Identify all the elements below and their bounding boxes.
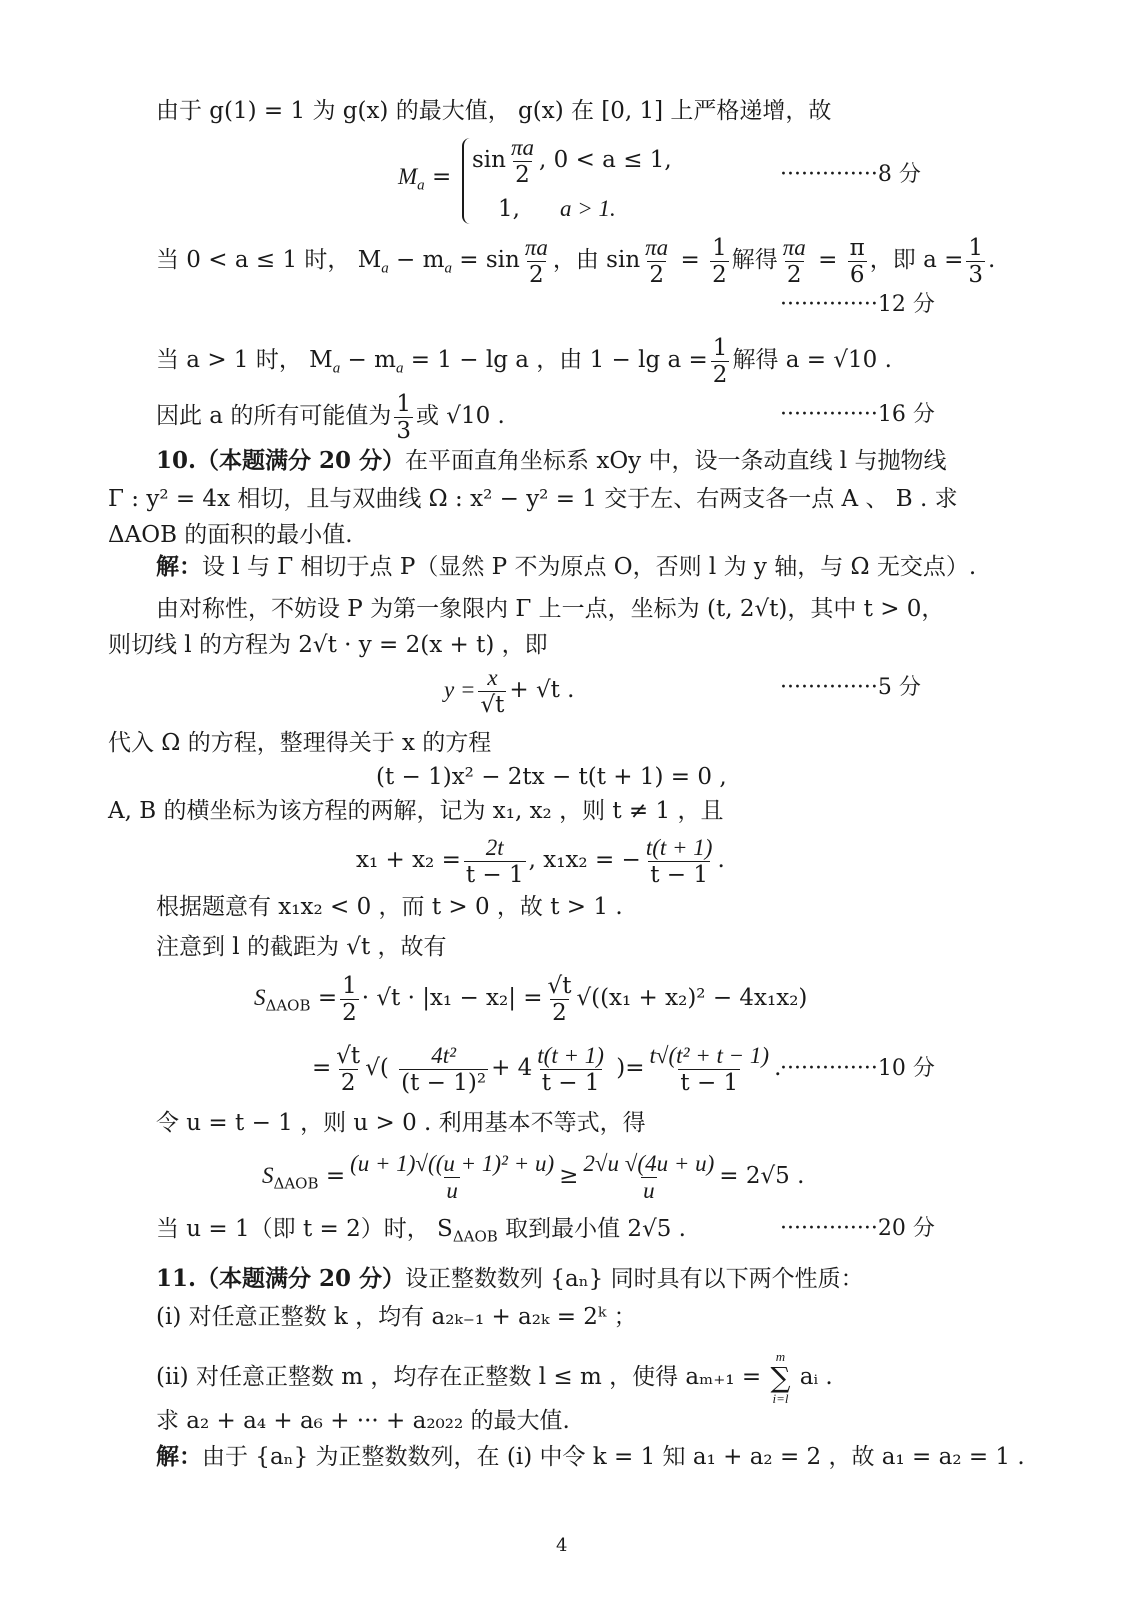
- q11-line-1: 11.（本题满分 20 分）设正整数数列 {aₙ} 同时具有以下两个性质：: [156, 1265, 864, 1292]
- sol10-line-1: 解：设 l 与 Γ 相切于点 P（显然 P 不为原点 O，否则 l 为 y 轴，与 Ω 无交点）.: [156, 553, 977, 580]
- ma-case-2: 1, a > 1.: [498, 196, 616, 222]
- q11-property-i: (i) 对任意正整数 k ，均有 a₂ₖ₋₁ + a₂ₖ = 2ᵏ ；: [156, 1304, 637, 1330]
- tangent-equation: y = $\frac{x}{√t}$ + √t .: [444, 664, 575, 718]
- q10-line-1: 10.（本题满分 20 分）在平面直角坐标系 xOy 中，设一条动直线 l 与抛物线: [156, 447, 947, 474]
- line-case-a-le-1: 当 0 < a ≤ 1 时， $M_a - m_a = \sin$ $\frac{\pi a}{2}$ ，由 sin $\frac{\pi a}{2}$ = $\frac{1}{2}$ 解得 $\frac{\pi a}{2}$ = $\frac{\pi}{6}$ ，即 a = $\frac{1}{3}$ .: [156, 234, 996, 288]
- line-conclusion-a: 因此 a 的所有可能值为 $\frac{1}{3}$ 或 √10 .: [156, 390, 505, 444]
- area-equation-2: = $\frac{√t}{2}$ √( $\frac{\text{4t²}}{\text{(t − 1)²}}$ + 4 $\frac{t(t + 1)}{t - 1}$ )= $\frac{\text{t√(t² + t − 1)}}{t - 1}$ .: [312, 1042, 782, 1096]
- q11-ask: 求 a₂ + a₄ + a₆ + ··· + a₂₀₂₂ 的最大值.: [156, 1408, 570, 1434]
- area-equation-1: $S_{\Delta AOB}$ = $\frac{1}{2}$ · √t · |x₁ − x₂| = $\frac{√t}{2}$ √((x₁ + x₂)² − 4x₁x₂): [254, 972, 808, 1026]
- sol10-line-15: 当 u = 1（即 t = 2）时， $S_{\Delta AOB}$ 取到最小值 2√5 .: [156, 1216, 686, 1246]
- sol10-line-5: 代入 Ω 的方程，整理得关于 x 的方程: [108, 730, 492, 756]
- area-inequality: $S_{\Delta AOB}$ = $\frac{\text{(u + 1)√((u + 1)² + u)}}{u}$ ≥ $\frac{2√u √(4u + u)}{u}$ = 2√5 .: [262, 1150, 805, 1203]
- vieta-equation: x₁ + x₂ = $\frac{2t}{t - 1}$ , x₁x₂ = − $\frac{t(t + 1)}{t - 1}$ .: [356, 834, 725, 888]
- sol10-line-7: A, B 的横坐标为该方程的两解，记为 x₁, x₂ ，则 t ≠ 1 ，且: [108, 798, 724, 824]
- q10-line-3: ΔAOB 的面积的最小值.: [108, 522, 353, 548]
- sol10-line-3: 则切线 l 的方程为 2√t · y = 2(x + t) ，即: [108, 632, 548, 658]
- quadratic-equation: (t − 1)x² − 2tx − t(t + 1) = 0 ,: [376, 764, 727, 790]
- line-case-a-gt-1: 当 a > 1 时， $M_a - m_a = 1 - \lg a$ ，由 1 − lg a = $\frac{1}{2}$ 解得 a = √10 .: [156, 334, 892, 388]
- q11-property-ii: (ii) 对任意正整数 m ，均存在正整数 l ≤ m ，使得 aₘ₊₁ = m ∑ i=l aᵢ .: [156, 1349, 833, 1406]
- ma-lhs: $M_a$ =: [398, 164, 452, 194]
- score-20: ··············20 分: [780, 1216, 935, 1241]
- page-number: 4: [556, 1535, 568, 1556]
- score-16: ··············16 分: [780, 402, 935, 427]
- sol10-line-13: 令 u = t − 1 ，则 u > 0 . 利用基本不等式，得: [156, 1110, 646, 1136]
- score-8: ··············8 分: [780, 162, 921, 187]
- sol10-line-2: 由对称性，不妨设 P 为第一象限内 Γ 上一点，坐标为 (t, 2√t)，其中 t > 0，: [156, 596, 945, 622]
- q10-line-2: Γ : y² = 4x 相切，且与双曲线 Ω : x² − y² = 1 交于左、右两支各一点 A 、 B . 求: [108, 486, 958, 512]
- ma-case-1: sin $\frac{\pi a}{2}$ , 0 < a ≤ 1,: [472, 134, 672, 188]
- line-g1-max: 由于 g(1) = 1 为 g(x) 的最大值， g(x) 在 [0, 1] 上严格递增，故: [156, 98, 832, 124]
- sol10-line-10: 注意到 l 的截距为 √t ，故有: [156, 934, 447, 960]
- score-12: ··············12 分: [780, 292, 935, 317]
- score-5: ··············5 分: [780, 675, 921, 700]
- sol11-line-1: 解：由于 {aₙ} 为正整数数列，在 (i) 中令 k = 1 知 a₁ + a₂ = 2 ，故 a₁ = a₂ = 1 .: [156, 1443, 1025, 1470]
- sol10-line-9: 根据题意有 x₁x₂ < 0 ，而 t > 0 ，故 t > 1 .: [156, 894, 623, 920]
- score-10: ··············10 分: [780, 1056, 935, 1081]
